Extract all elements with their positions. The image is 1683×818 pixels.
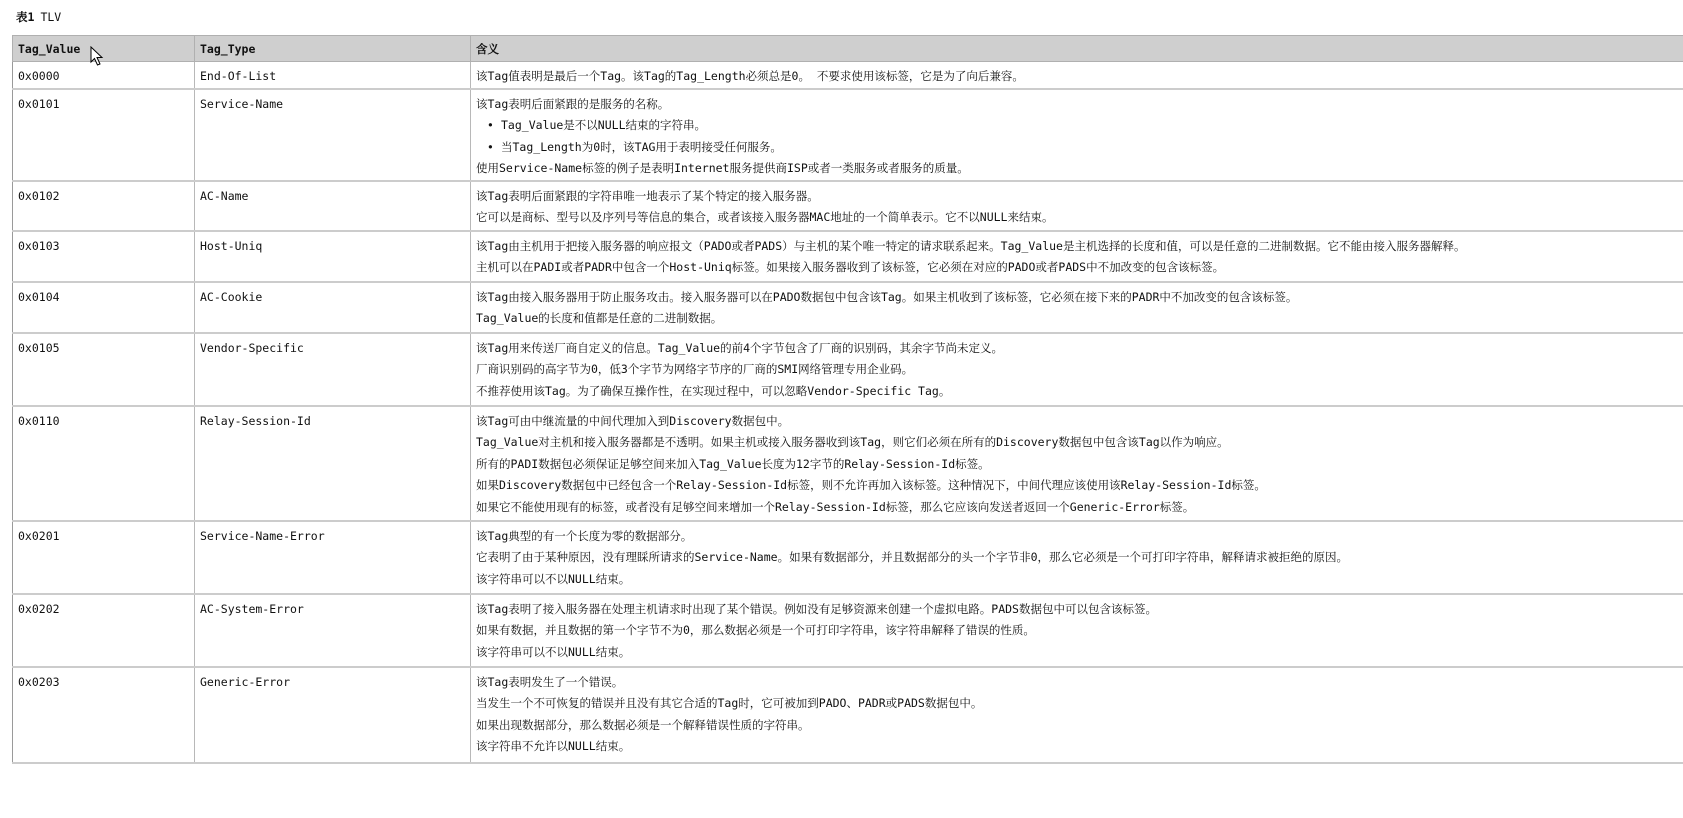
header-meaning: 含义	[471, 36, 1683, 62]
table-row	[13, 231, 1683, 282]
meaning-line: 该Tag表明后面紧跟的字符串唯一地表示了某个特定的接入服务器。	[476, 188, 819, 203]
cell-tag-type: Generic-Error	[195, 667, 471, 763]
meaning-line: 厂商识别码的高字节为0，低3个字节为网络字节序的厂商的SMI网络管理专用企业码。	[476, 362, 914, 376]
cell-tag-type: End-Of-List	[195, 62, 471, 89]
cell-tag-value: 0x0105	[13, 333, 195, 406]
cell-meaning	[471, 406, 1683, 521]
cell-tag-value: 0x0202	[13, 594, 195, 667]
meaning-line: 如果Discovery数据包中已经包含一个Relay-Session-Id标签，则不允许再加入该标签。这种情况下，中间代理应该使用该Relay-Session-Id标签。	[476, 478, 1266, 492]
cell-meaning	[471, 594, 1683, 667]
cell-tag-type: Service-Name	[195, 89, 471, 181]
cell-tag-type: AC-Cookie	[195, 282, 471, 333]
header-tag-value: Tag_Value	[13, 36, 195, 62]
cell-meaning	[471, 521, 1683, 594]
meaning-line: 该Tag表明了接入服务器在处理主机请求时出现了某个错误。例如没有足够资源来创建一个虚拟电路。PADS数据包中可以包含该标签。	[476, 601, 1157, 616]
table-header-row	[13, 36, 1683, 62]
cell-tag-value: 0x0201	[13, 521, 195, 594]
meaning-line: 它可以是商标、型号以及序列号等信息的集合，或者该接入服务器MAC地址的一个简单表示。它不以NULL来结束。	[476, 210, 1054, 224]
meaning-line: Tag_Value的长度和值都是任意的二进制数据。	[476, 311, 723, 325]
table-row	[13, 521, 1683, 594]
cell-tag-type: Vendor-Specific	[195, 333, 471, 406]
meaning-line: 该Tag典型的有一个长度为零的数据部分。	[476, 528, 693, 543]
cell-tag-value: 0x0102	[13, 181, 195, 231]
cell-meaning	[471, 282, 1683, 333]
cell-meaning	[471, 333, 1683, 406]
cell-meaning	[471, 667, 1683, 763]
meaning-line: 所有的PADI数据包必须保证足够空间来加入Tag_Value长度为12字节的Relay-Session-Id标签。	[476, 456, 990, 471]
cell-tag-value: 0x0000	[13, 62, 195, 89]
cell-tag-type: Service-Name-Error	[195, 521, 471, 594]
meaning-line: 该Tag表明后面紧跟的是服务的名称。	[476, 96, 670, 111]
cell-tag-value: 0x0104	[13, 282, 195, 333]
cell-meaning	[471, 181, 1683, 231]
table-row	[13, 62, 1683, 89]
meaning-line: 该字符串可以不以NULL结束。	[476, 644, 631, 659]
meaning-line: 该Tag可由中继流量的中间代理加入到Discovery数据包中。	[476, 413, 790, 428]
meaning-bullet: • Tag_Value是不以NULL结束的字符串。	[476, 115, 1678, 137]
meaning-line: 当发生一个不可恢复的错误并且没有其它合适的Tag时，它可被加到PADO、PADR或PADS数据包中。	[476, 696, 983, 710]
meaning-line: 该Tag值表明是最后一个Tag。该Tag的Tag_Length必须总是0。 不要求使用该标签，它是为了向后兼容。	[476, 69, 1024, 83]
meaning-line: 该Tag由接入服务器用于防止服务攻击。接入服务器可以在PADO数据包中包含该Tag。如果主机收到了该标签，它必须在接下来的PADR中不加改变的包含该标签。	[476, 289, 1298, 304]
table-row	[13, 181, 1683, 231]
meaning-line: 该Tag用来传送厂商自定义的信息。Tag_Value的前4个字节包含了厂商的识别码，其余字节尚未定义。	[476, 340, 1004, 355]
meaning-line: 它表明了由于某种原因，没有理睬所请求的Service-Name。如果有数据部分，并且数据部分的头一个字节非0，那么它必须是一个可打印字符串，解释请求被拒绝的原因。	[476, 550, 1348, 564]
meaning-line: 该Tag表明发生了一个错误。	[476, 674, 624, 689]
meaning-line: 主机可以在PADI或者PADR中包含一个Host-Uniq标签。如果接入服务器收到了该标签，它必须在对应的PADO或者PADS中不加改变的包含该标签。	[476, 260, 1225, 274]
table-row	[13, 667, 1683, 763]
cell-tag-type: Relay-Session-Id	[195, 406, 471, 521]
table-row	[13, 406, 1683, 521]
table-caption-number: 表1	[16, 10, 35, 24]
meaning-line: 如果出现数据部分，那么数据必须是一个解释错误性质的字符串。	[476, 717, 810, 732]
mouse-pointer-icon	[90, 46, 104, 66]
table-row	[13, 89, 1683, 181]
cell-tag-type: AC-Name	[195, 181, 471, 231]
cell-tag-type: Host-Uniq	[195, 231, 471, 282]
meaning-line: Tag_Value对主机和接入服务器都是不透明。如果主机或接入服务器收到该Tag，则它们必须在所有的Discovery数据包中包含该Tag以作为响应。	[476, 435, 1229, 449]
cell-tag-value: 0x0103	[13, 231, 195, 282]
meaning-line: 该字符串不允许以NULL结束。	[476, 739, 631, 753]
meaning-line: 该字符串可以不以NULL结束。	[476, 571, 631, 586]
cell-tag-value: 0x0203	[13, 667, 195, 763]
header-tag-type: Tag_Type	[195, 36, 471, 62]
meaning-line: 如果它不能使用现有的标签，或者没有足够空间来增加一个Relay-Session-Id标签，那么它应该向发送者返回一个Generic-Error标签。	[476, 499, 1195, 514]
meaning-line: 不推荐使用该Tag。为了确保互操作性，在实现过程中，可以忽略Vendor-Specific Tag。	[476, 383, 951, 398]
meaning-line: 使用Service-Name标签的例子是表明Internet服务提供商ISP或者一类服务或者服务的质量。	[476, 161, 969, 175]
cell-tag-value: 0x0110	[13, 406, 195, 521]
cell-meaning	[471, 62, 1683, 89]
table-caption-title: TLV	[40, 10, 62, 24]
meaning-bullet: • 当Tag_Length为0时，该TAG用于表明接受任何服务。	[476, 137, 1678, 159]
cell-meaning	[471, 231, 1683, 282]
meaning-line: 如果有数据，并且数据的第一个字节不为0，那么数据必须是一个可打印字符串，该字符串解释了错误的性质。	[476, 623, 1035, 637]
cell-meaning	[471, 89, 1683, 181]
cell-tag-value: 0x0101	[13, 89, 195, 181]
cell-tag-type: AC-System-Error	[195, 594, 471, 667]
table-row	[13, 282, 1683, 333]
table-row	[13, 594, 1683, 667]
meaning-line: 该Tag由主机用于把接入服务器的响应报文（PADO或者PADS）与主机的某个唯一特定的请求联系起来。Tag_Value是主机选择的长度和值，可以是任意的二进制数据。它不能由接入服务器解释。	[476, 238, 1466, 253]
table-row	[13, 333, 1683, 406]
table-caption	[16, 9, 61, 25]
tlv-table	[12, 35, 1683, 764]
